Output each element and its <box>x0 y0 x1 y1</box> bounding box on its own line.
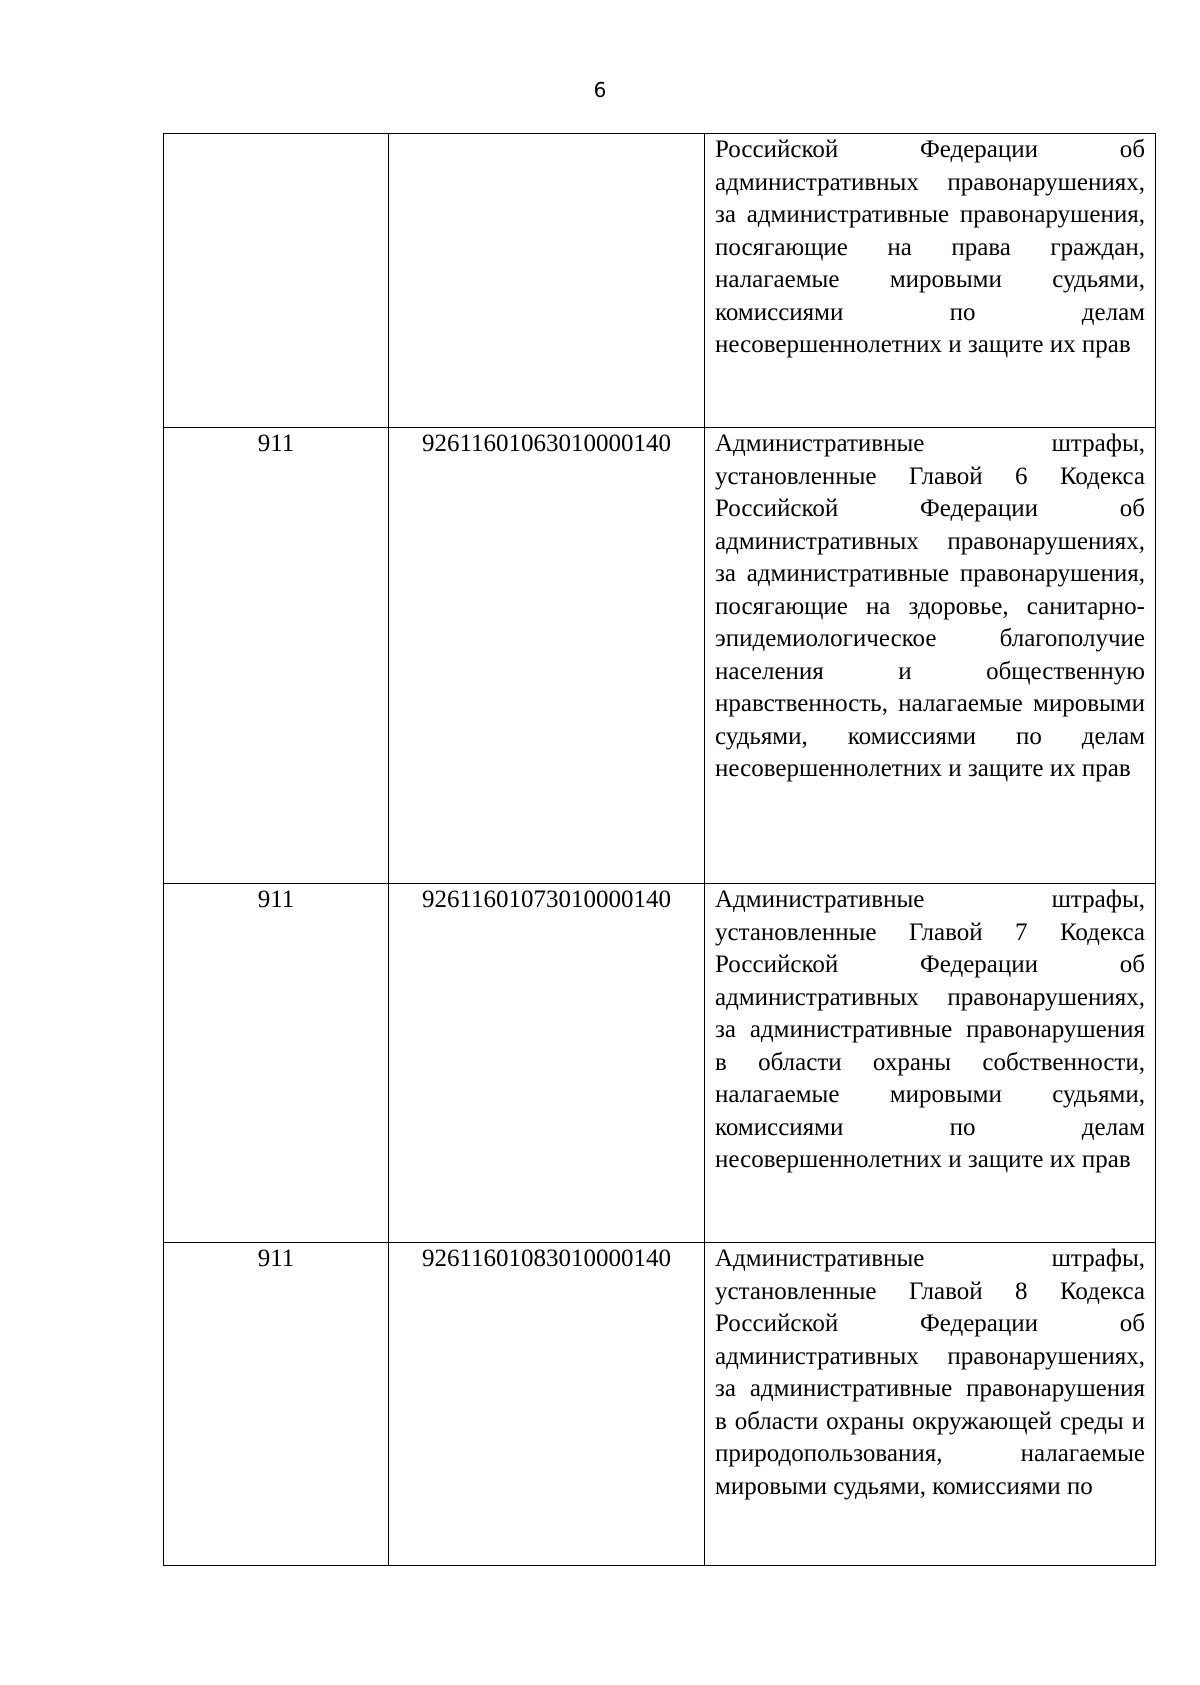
description-cell <box>705 428 1156 884</box>
admin-code-cell: 911 <box>164 428 389 884</box>
kbk-code-cell: 92611601083010000140 <box>389 1243 705 1566</box>
table-row <box>164 884 1156 1243</box>
kbk-code-cell <box>389 134 705 428</box>
description-cell <box>705 134 1156 428</box>
admin-code-cell <box>164 134 389 428</box>
page-number: 6 <box>593 78 607 102</box>
description-cell <box>705 884 1156 1243</box>
kbk-code-cell: 92611601073010000140 <box>389 884 705 1243</box>
description-text: Российской Федерации об административных правонарушениях, за административные правонарушения, посягающие на права граждан, налагаемые мировыми судьями, комиссиями по делам несовершеннолетних и защите их прав <box>715 136 1145 358</box>
kbk-code-cell: 92611601063010000140 <box>389 428 705 884</box>
description-text: Административные штрафы, установленные Главой 6 Кодекса Российской Федерации об административных правонарушениях, за административные правонарушения, посягающие на здоровье, санитарно-эпидемиологическое благополучие населения и общественную нравственность, налагаемые мировыми судьями, комиссиями по делам несовершеннолетних и защите их прав <box>715 430 1145 782</box>
table-row <box>164 1243 1156 1566</box>
description-text: Административные штрафы, установленные Главой 8 Кодекса Российской Федерации об административных правонарушениях, за административные правонарушения в области охраны окружающей среды и природопользования, налагаемые мировыми судьями, комиссиями по <box>715 1245 1145 1500</box>
table-row <box>164 134 1156 428</box>
admin-code-cell: 911 <box>164 1243 389 1566</box>
budget-codes-table <box>163 133 1156 1566</box>
admin-code-cell: 911 <box>164 884 389 1243</box>
description-cell <box>705 1243 1156 1566</box>
description-text: Административные штрафы, установленные Главой 7 Кодекса Российской Федерации об административных правонарушениях, за административные правонарушения в области охраны собственности, налагаемые мировыми судьями, комиссиями по делам несовершеннолетних и защите их прав <box>715 886 1145 1173</box>
table-row <box>164 428 1156 884</box>
